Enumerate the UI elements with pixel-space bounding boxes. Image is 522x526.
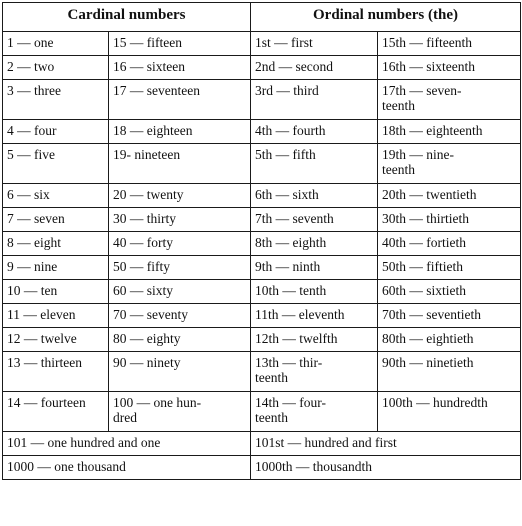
cardinal-header: Cardinal numbers — [3, 3, 251, 32]
cardinal-cell: 15 — fifteen — [109, 32, 251, 56]
numbers-table — [2, 2, 521, 480]
cardinal-cell: 70 — seventy — [109, 304, 251, 328]
table-row — [3, 232, 521, 256]
cardinal-cell: 3 — three — [3, 80, 109, 120]
ordinal-cell: 7th — seventh — [251, 208, 378, 232]
cardinal-cell: 1 — one — [3, 32, 109, 56]
ordinal-cell: 30th — thirtieth — [378, 208, 521, 232]
table-row — [3, 80, 521, 120]
table-row — [3, 304, 521, 328]
ordinal-cell: 8th — eighth — [251, 232, 378, 256]
ordinal-cell: 101st — hundred and first — [251, 432, 521, 456]
cardinal-cell: 80 — eighty — [109, 328, 251, 352]
table-row — [3, 184, 521, 208]
cardinal-cell: 20 — twenty — [109, 184, 251, 208]
ordinal-cell: 12th — twelfth — [251, 328, 378, 352]
cardinal-cell: 17 — seventeen — [109, 80, 251, 120]
cardinal-cell: 5 — five — [3, 144, 109, 184]
cardinal-cell: 14 — fourteen — [3, 392, 109, 432]
table-row — [3, 208, 521, 232]
cardinal-cell: 100 — one hun- dred — [109, 392, 251, 432]
ordinal-cell: 1000th — thousandth — [251, 456, 521, 480]
ordinal-cell: 11th — eleventh — [251, 304, 378, 328]
ordinal-cell: 5th — fifth — [251, 144, 378, 184]
header-row — [3, 3, 521, 32]
cardinal-cell: 6 — six — [3, 184, 109, 208]
table-row — [3, 328, 521, 352]
ordinal-cell: 40th — fortieth — [378, 232, 521, 256]
ordinal-cell: 19th — nine- teenth — [378, 144, 521, 184]
ordinal-cell: 15th — fifteenth — [378, 32, 521, 56]
table-row — [3, 352, 521, 392]
ordinal-cell: 3rd — third — [251, 80, 378, 120]
table-row — [3, 432, 521, 456]
cardinal-cell: 12 — twelve — [3, 328, 109, 352]
cardinal-cell: 8 — eight — [3, 232, 109, 256]
cardinal-cell: 13 — thirteen — [3, 352, 109, 392]
cardinal-cell: 16 — sixteen — [109, 56, 251, 80]
cardinal-cell: 11 — eleven — [3, 304, 109, 328]
ordinal-cell: 17th — seven- teenth — [378, 80, 521, 120]
cardinal-cell: 30 — thirty — [109, 208, 251, 232]
ordinal-cell: 9th — ninth — [251, 256, 378, 280]
ordinal-cell: 20th — twentieth — [378, 184, 521, 208]
table-row — [3, 144, 521, 184]
ordinal-cell: 16th — sixteenth — [378, 56, 521, 80]
cardinal-cell: 4 — four — [3, 120, 109, 144]
cardinal-cell: 2 — two — [3, 56, 109, 80]
cardinal-cell: 10 — ten — [3, 280, 109, 304]
table-row — [3, 256, 521, 280]
ordinal-cell: 4th — fourth — [251, 120, 378, 144]
ordinal-cell: 10th — tenth — [251, 280, 378, 304]
ordinal-cell: 2nd — second — [251, 56, 378, 80]
ordinal-cell: 14th — four- teenth — [251, 392, 378, 432]
cardinal-cell: 18 — eighteen — [109, 120, 251, 144]
cardinal-cell: 50 — fifty — [109, 256, 251, 280]
ordinal-cell: 90th — ninetieth — [378, 352, 521, 392]
cardinal-cell: 19- nineteen — [109, 144, 251, 184]
ordinal-cell: 6th — sixth — [251, 184, 378, 208]
cardinal-cell: 9 — nine — [3, 256, 109, 280]
ordinal-cell: 18th — eighteenth — [378, 120, 521, 144]
cardinal-cell: 7 — seven — [3, 208, 109, 232]
cardinal-cell: 1000 — one thousand — [3, 456, 251, 480]
ordinal-cell: 50th — fiftieth — [378, 256, 521, 280]
table-row — [3, 280, 521, 304]
ordinal-cell: 60th — sixtieth — [378, 280, 521, 304]
table-row — [3, 32, 521, 56]
ordinal-cell: 1st — first — [251, 32, 378, 56]
ordinal-cell: 80th — eightieth — [378, 328, 521, 352]
table-row — [3, 456, 521, 480]
cardinal-cell: 101 — one hundred and one — [3, 432, 251, 456]
ordinal-cell: 70th — seventieth — [378, 304, 521, 328]
cardinal-cell: 90 — ninety — [109, 352, 251, 392]
table-row — [3, 392, 521, 432]
ordinal-cell: 13th — thir- teenth — [251, 352, 378, 392]
cardinal-cell: 40 — forty — [109, 232, 251, 256]
ordinal-cell: 100th — hundredth — [378, 392, 521, 432]
numbers-table-body — [3, 3, 521, 480]
table-row — [3, 56, 521, 80]
ordinal-header: Ordinal numbers (the) — [251, 3, 521, 32]
cardinal-cell: 60 — sixty — [109, 280, 251, 304]
table-row — [3, 120, 521, 144]
